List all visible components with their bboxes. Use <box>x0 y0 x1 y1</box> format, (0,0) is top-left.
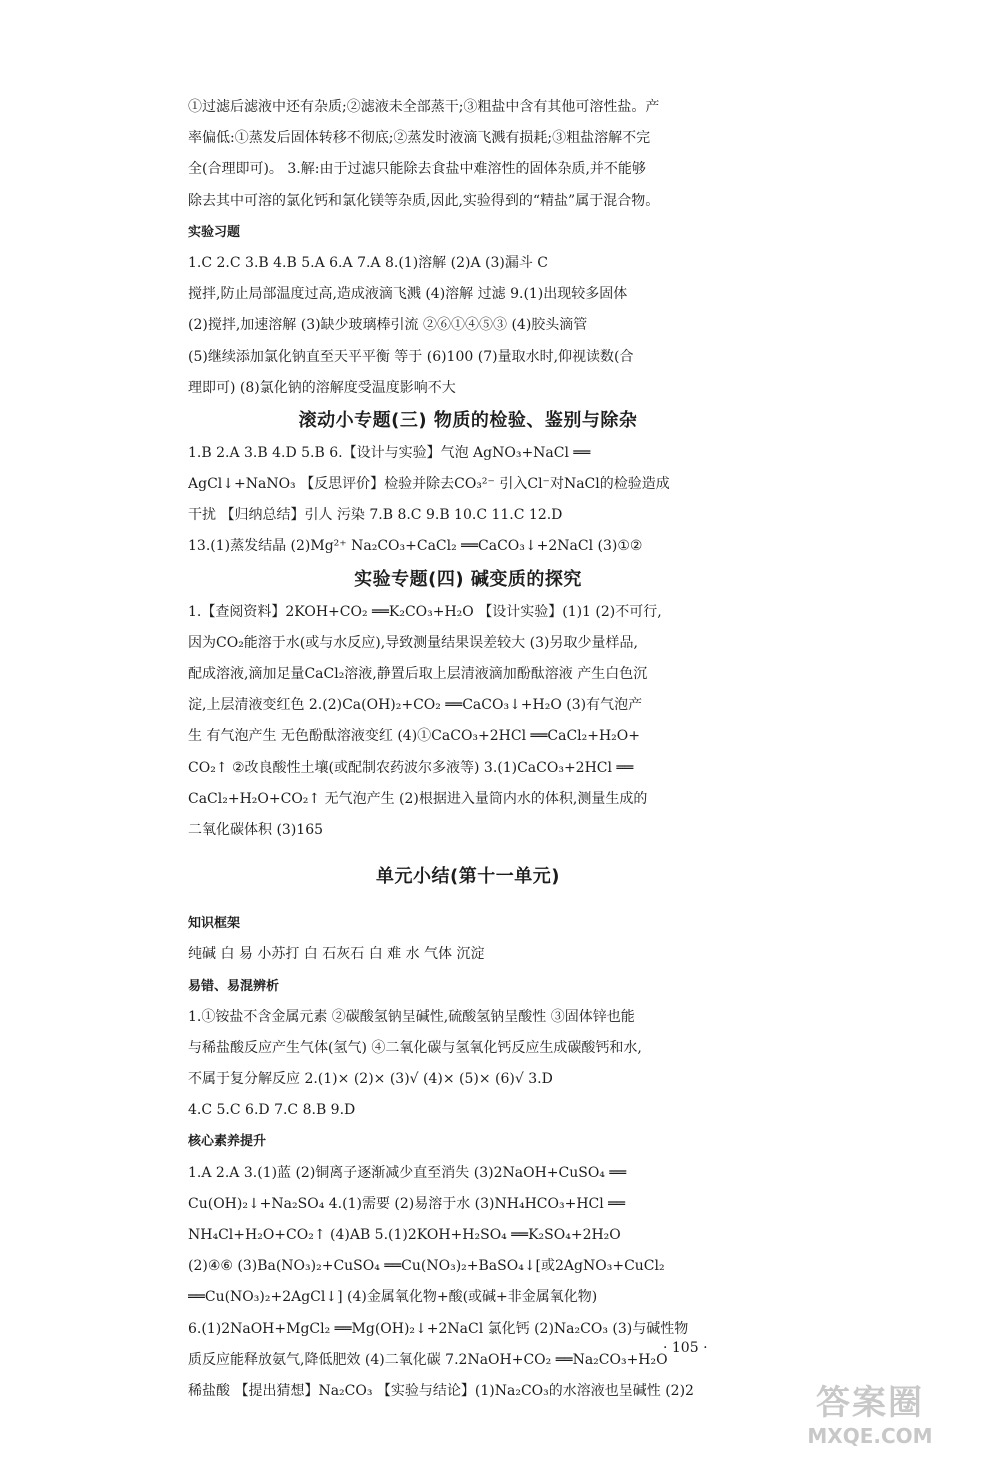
section <box>188 1126 748 1407</box>
answer-line: 质反应能释放氨气,降低肥效 (4)二氧化碳 7.2NaOH+CO₂ ══Na₂CO₃+H₂O <box>188 1351 668 1368</box>
answer-line: 1.C 2.C 3.B 4.B 5.A 6.A 7.A 8.(1)溶解 (2)A (3)漏斗 C <box>188 254 549 271</box>
answer-line: (2)搅拌,加速溶解 (3)缺少玻璃棒引流 ②⑥①④⑤③ (4)胶头滴管 <box>188 317 588 334</box>
watermark-url: MXQE.COM <box>807 1424 933 1448</box>
answer-line: 1.B 2.A 3.B 4.D 5.B 6.【设计与实验】气泡 AgNO₃+NaCl ══ <box>188 444 591 461</box>
section-heading: 单元小结(第十一单元) <box>376 866 560 888</box>
subsection-heading: 知识框架 <box>188 916 241 932</box>
watermark <box>770 1375 970 1465</box>
answer-line: 与稀盐酸反应产生气体(氢气) ④二氧化碳与氢氧化钙反应生成碳酸钙和水, <box>188 1039 642 1056</box>
subsection-heading: 核心素养提升 <box>188 1134 267 1150</box>
section-heading: 实验专题(四) 碱变质的探究 <box>354 568 582 590</box>
answer-line: 4.C 5.C 6.D 7.C 8.B 9.D <box>188 1102 356 1119</box>
answer-line: 配成溶液,滴加足量CaCl₂溶液,静置后取上层清液滴加酚酞溶液 产生白色沉 <box>188 666 648 682</box>
answer-line: CO₂↑ ②改良酸性土壤(或配制农药波尔多液等) 3.(1)CaCO₃+2HCl ══ <box>188 759 634 776</box>
answer-line: 除去其中可溶的氯化钙和氯化镁等杂质,因此,实验得到的“精盐”属于混合物。 <box>188 192 660 209</box>
answer-line: 全(合理即可)。 3.解:由于过滤只能除去食盐中难溶性的固体杂质,并不能够 <box>188 161 646 178</box>
answer-line: AgCl↓+NaNO₃ 【反思评价】检验并除去CO₃²⁻ 引入Cl⁻对NaCl的检验造成 <box>188 476 670 493</box>
answer-line: 稀盐酸 【提出猜想】Na₂CO₃ 【实验与结论】(1)Na₂CO₃的水溶液也呈碱性 (2)2 <box>188 1382 694 1399</box>
answer-line: 生 有气泡产生 无色酚酞溶液变红 (4)①CaCO₃+2HCl ══CaCl₂+H₂O+ <box>188 728 641 745</box>
section <box>188 404 748 563</box>
section <box>188 971 748 1127</box>
section <box>188 217 748 404</box>
answer-line: 理即可) (8)氯化钠的溶解度受温度影响不大 <box>188 379 456 396</box>
answer-line: ①过滤后滤液中还有杂质;②滤液未全部蒸干;③粗盐中含有其他可溶性盐。产 <box>188 99 660 115</box>
answer-line: 1.A 2.A 3.(1)蓝 (2)铜离子逐渐减少直至消失 (3)2NaOH+CuSO₄ ══ <box>188 1164 627 1181</box>
answer-line: 13.(1)蒸发结晶 (2)Mg²⁺ Na₂CO₃+CaCl₂ ══CaCO₃↓+2NaCl (3)①② <box>188 538 643 555</box>
answer-line: 1.【查阅资料】2KOH+CO₂ ══K₂CO₃+H₂O 【设计实验】(1)1 (2)不可行, <box>188 603 662 620</box>
answer-line: (5)继续添加氯化钠直至天平平衡 等于 (6)100 (7)量取水时,仰视读数(合 <box>188 348 634 365</box>
answer-line: NH₄Cl+H₂O+CO₂↑ (4)AB 5.(1)2KOH+H₂SO₄ ══K₂SO₄+2H₂O <box>188 1227 621 1243</box>
section <box>188 563 748 847</box>
section <box>188 846 748 908</box>
answer-line: 率偏低:①蒸发后固体转移不彻底;②蒸发时液滴飞溅有损耗;③粗盐溶解不完 <box>188 130 651 147</box>
section-heading: 滚动小专题(三) 物质的检验、鉴别与除杂 <box>298 409 638 431</box>
answer-line: 不属于复分解反应 2.(1)× (2)× (3)√ (4)× (5)× (6)√ 3.D <box>188 1071 553 1088</box>
answer-line: 二氧化碳体积 (3)165 <box>188 821 324 838</box>
answer-line: CaCl₂+H₂O+CO₂↑ 无气泡产生 (2)根据进入量筒内水的体积,测量生成的 <box>188 790 648 807</box>
answer-line: 干扰 【归纳总结】引人 污染 7.B 8.C 9.B 10.C 11.C 12.D <box>188 507 563 524</box>
answer-line: ══Cu(NO₃)₂+2AgCl↓] (4)金属氧化物+酸(或碱+非金属氧化物) <box>188 1289 598 1306</box>
answer-line: 1.①铵盐不含金属元素 ②碳酸氢钠呈碱性,硫酸氢钠呈酸性 ③固体锌也能 <box>188 1008 635 1025</box>
answer-line: 因为CO₂能溶于水(或与水反应),导致测量结果误差较大 (3)另取少量样品, <box>188 634 638 651</box>
subsection-heading: 实验习题 <box>188 224 241 240</box>
answer-line: Cu(OH)₂↓+Na₂SO₄ 4.(1)需要 (2)易溶于水 (3)NH₄HCO₃+HCl ══ <box>188 1195 626 1212</box>
answer-line: 搅拌,防止局部温度过高,造成液滴飞溅 (4)溶解 过滤 9.(1)出现较多固体 <box>188 286 628 303</box>
section <box>188 908 748 970</box>
section <box>188 92 748 217</box>
answer-line: 淀,上层清液变红色 2.(2)Ca(OH)₂+CO₂ ══CaCO₃↓+H₂O (3)有气泡产 <box>188 697 643 714</box>
answer-line: (2)④⑥ (3)Ba(NO₃)₂+CuSO₄ ══Cu(NO₃)₂+BaSO₄↓[或2AgNO₃+CuCl₂ <box>188 1258 665 1275</box>
answer-line: 纯碱 白 易 小苏打 白 石灰石 白 难 水 气体 沉淀 <box>188 946 485 963</box>
page-number: · 105 · <box>663 1340 708 1356</box>
watermark-logo: 答案圈 <box>816 1383 924 1423</box>
answer-page <box>188 92 748 1407</box>
subsection-heading: 易错、易混辨析 <box>188 978 280 994</box>
answer-line: 6.(1)2NaOH+MgCl₂ ══Mg(OH)₂↓+2NaCl 氯化钙 (2)Na₂CO₃ (3)与碱性物 <box>188 1320 689 1337</box>
